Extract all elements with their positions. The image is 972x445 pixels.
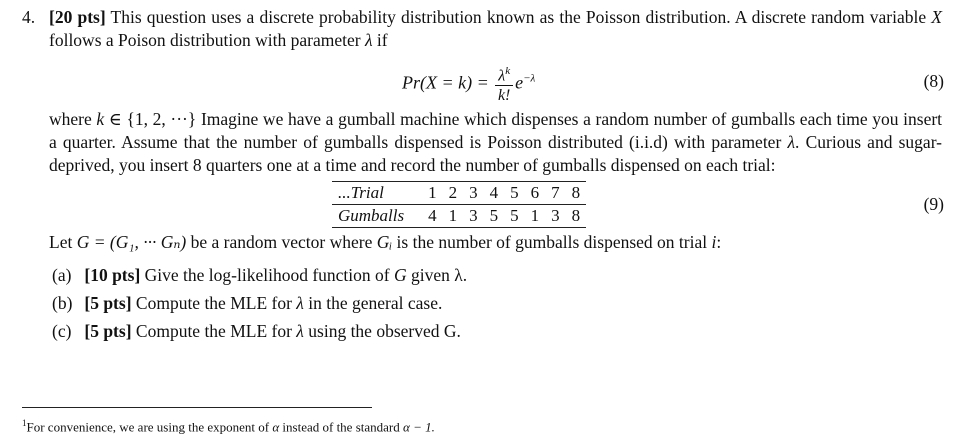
trial-cell: 3 [463,182,484,205]
gumball-text-2: . Curious and sugar-deprived, you insert 8 quarters one at a time and record the number of gumballs dispensed on each trial: [49,132,942,175]
exp-power: −λ [523,72,536,85]
part-points: [5 pts] [84,293,132,313]
gumball-cell: 5 [484,205,505,228]
k-set: ∈ {1, 2, ···} [108,109,197,129]
part-points: [10 pts] [84,265,141,285]
part-points: [5 pts] [84,321,132,341]
trial-cell: 5 [504,182,525,205]
let-colon: : [716,232,722,252]
gumball-cell: 8 [566,205,587,228]
intro-text-3: if [376,30,388,50]
i-symbol: i [711,232,717,252]
gumball-paragraph [22,108,942,177]
formula-lhs: Pr(X = k) = [402,72,489,93]
subquestion-b [52,292,942,314]
gumball-cell: 3 [463,205,484,228]
gumball-cell: 3 [545,205,566,228]
equation-number-9: (9) [923,194,944,214]
intro-text-1: This question uses a discrete probability distribution known as the Poisson distribution. A discrete random variable [110,7,927,27]
footnote-mark: 1 [22,418,27,428]
part-text: Compute the MLE for [135,293,292,313]
trial-cell: 4 [484,182,505,205]
part-text: Compute the MLE for [135,321,292,341]
subquestions [22,264,942,342]
part-label: (c) [52,321,72,341]
lambda-symbol-2: λ [787,132,796,152]
points-label: [20 pts] [49,7,106,27]
trial-cell: 7 [545,182,566,205]
part-math: λ [296,321,304,341]
part-tail: in the general case. [308,293,443,313]
question-number: 4. [22,7,36,27]
let-word: Let [49,232,73,252]
gumball-text: Imagine we have a gumball machine which dispenses a random number of gumballs each time you insert a quarter. Assume that the number of gumballs dispensed is Poisson distributed (i.i.d) with parameter [49,109,943,152]
var-x: X [931,7,942,27]
k-symbol: k [96,109,105,129]
g-vector: G = (G₁, ··· Gₙ) [76,232,187,252]
where-word: where [49,109,92,129]
gumball-cell: 1 [525,205,546,228]
gumball-table [332,181,586,228]
lambda-symbol: λ [364,30,373,50]
trial-cell: 1 [422,182,443,205]
trial-cell: 6 [525,182,546,205]
gumball-header: Gumballs [332,205,422,228]
trial-cell: 8 [566,182,587,205]
footnote-text: For convenience, we are using the exponent of [26,419,270,435]
part-tail: using the observed G. [308,321,461,341]
let-text: be a random vector where [190,232,373,252]
alpha-symbol: α [272,419,280,435]
subquestion-a [52,264,942,286]
intro-text-2: follows a Poison distribution with parameter [49,30,361,50]
footnote-divider [22,407,372,408]
equation-number-8: (8) [923,71,944,91]
footnote [22,412,435,438]
part-math: λ [296,293,304,313]
subquestion-c [52,320,942,342]
formula-fraction [495,62,513,106]
gumball-cell: 5 [504,205,525,228]
trial-cell: 2 [443,182,464,205]
poisson-formula [402,62,535,106]
let-line [22,231,942,254]
trial-row [332,182,586,205]
footnote-text-2: instead of the standard [282,419,400,435]
table-9 [22,181,942,231]
question-intro [22,6,942,52]
part-label: (a) [52,265,72,285]
let-text-2: is the number of gumballs dispensed on trial [396,232,708,252]
trial-header: ...Trial [332,182,422,205]
fraction-denominator: k! [497,87,511,105]
part-label: (b) [52,293,73,313]
alpha-expr: α − 1. [403,419,435,435]
gumball-cell: 4 [422,205,443,228]
part-math: G [393,265,407,285]
question-block [22,6,942,348]
part-tail: given λ. [411,265,468,285]
equation-8 [22,52,942,108]
exp-base: e [515,72,524,93]
gumball-row [332,205,586,228]
g-i-symbol: Gᵢ [376,232,393,252]
fraction-numerator: $\lambda^k$ [495,62,513,86]
gumball-cell: 1 [443,205,464,228]
part-text: Give the log-likelihood function of [144,265,390,285]
